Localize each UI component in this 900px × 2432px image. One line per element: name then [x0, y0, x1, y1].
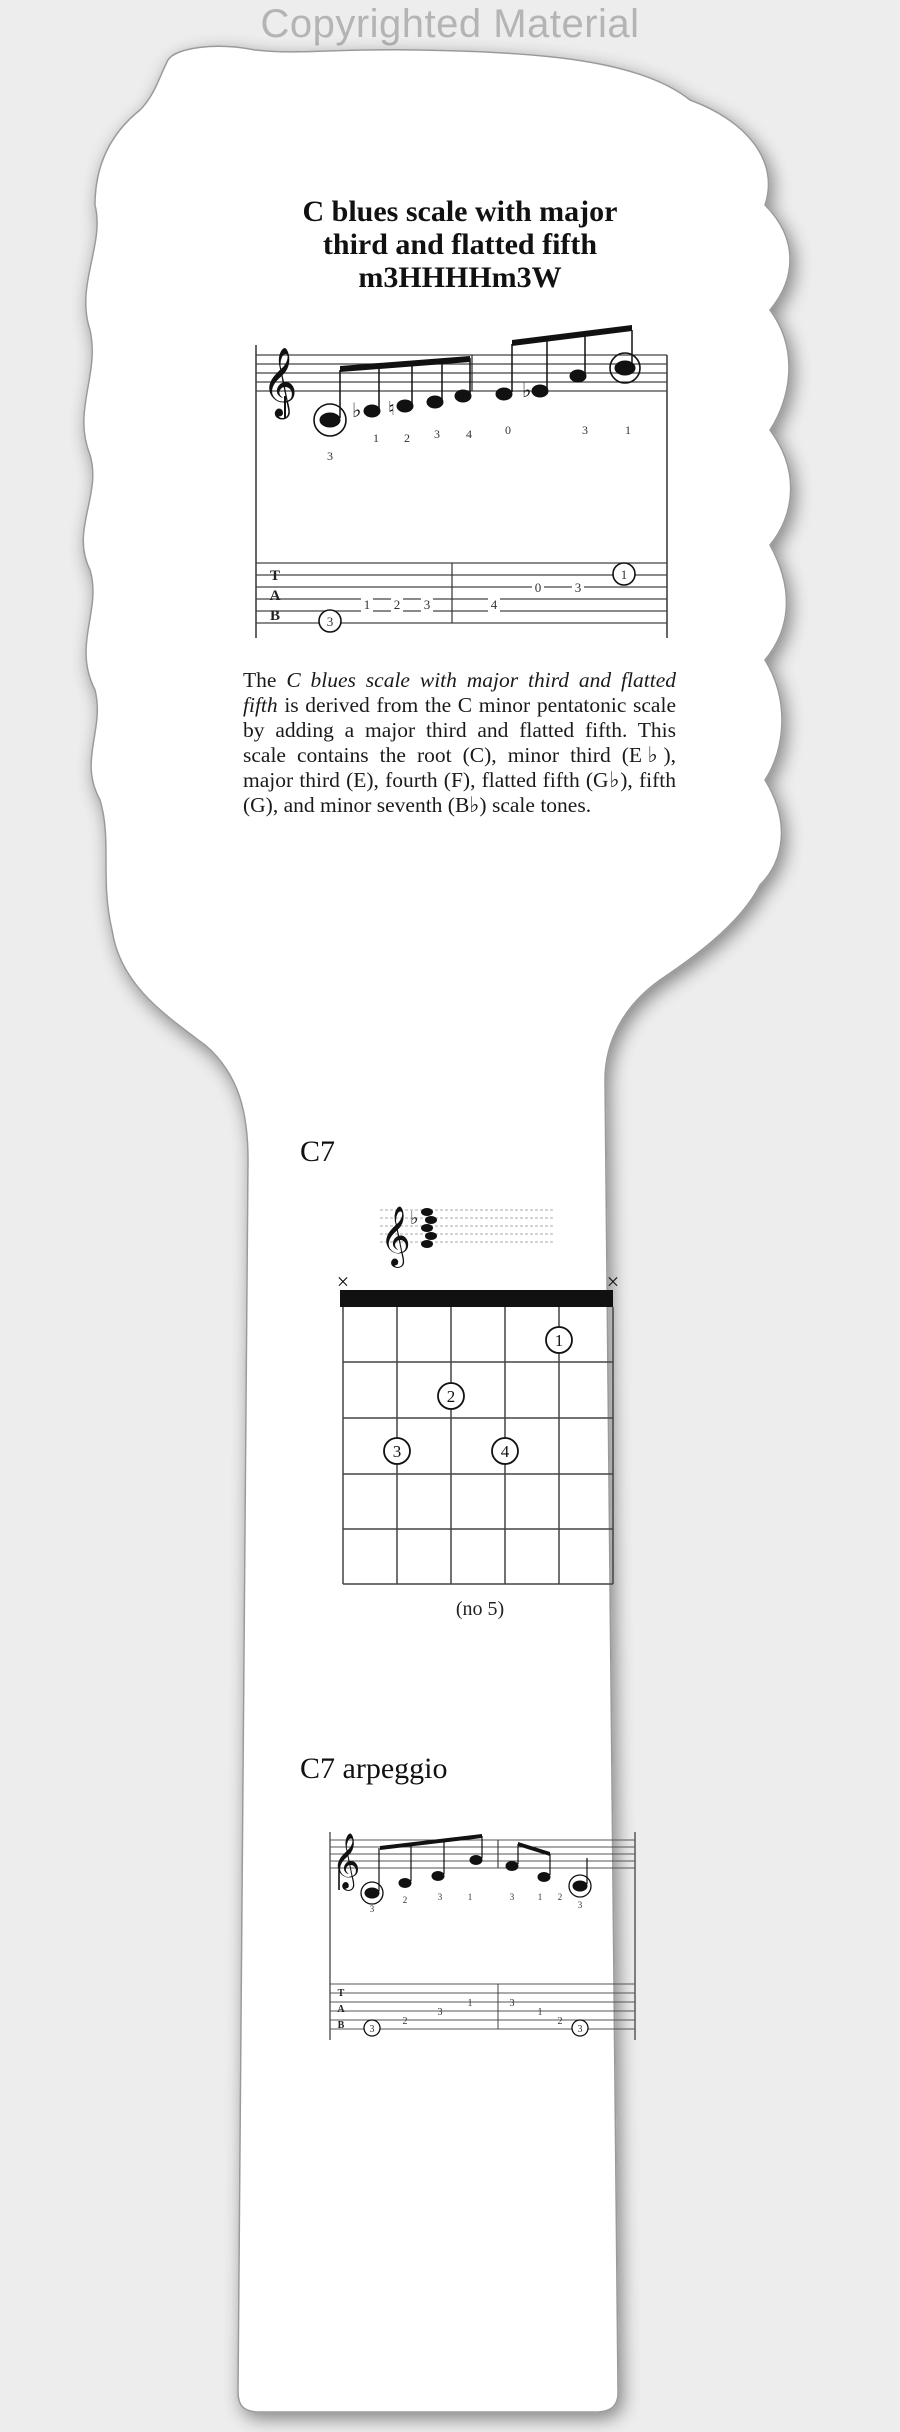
arpeggio-note: [399, 1879, 411, 1888]
scale-fingering: 3: [434, 427, 440, 441]
scale-fingering: 0: [505, 423, 511, 437]
tab-fret: 0: [534, 580, 542, 595]
arpeggio-fingering: 3: [437, 1892, 443, 1902]
tab-fret: 1: [620, 567, 628, 582]
scale-fingering: 4: [466, 427, 472, 441]
tab-fret: 1: [537, 2007, 543, 2018]
scale-note: [532, 385, 548, 397]
finger-number: 4: [500, 1442, 510, 1461]
tab-label: T: [337, 1988, 345, 1999]
arpeggio-note: [538, 1873, 550, 1882]
scale-description: [243, 668, 676, 818]
tab-fret: 3: [509, 1998, 515, 2009]
scale-title: [230, 195, 690, 294]
arpeggio-note: [506, 1862, 518, 1871]
tab-fret: 3: [326, 614, 334, 629]
scale-fingering: 2: [404, 431, 410, 445]
tab-label: B: [269, 608, 281, 624]
arpeggio-fingering: 2: [557, 1892, 563, 1902]
arpeggio-note: [432, 1872, 444, 1881]
chord-treble-clef: 𝄞: [380, 1208, 411, 1265]
arpeggio-fingering: 2: [402, 1895, 408, 1905]
arpeggio-fingering: 3: [577, 1900, 583, 1910]
scale-formula: m3HHHHm3W: [358, 261, 562, 294]
arpeggio-fingering: 1: [467, 1892, 473, 1902]
scale-fingering: 1: [625, 423, 631, 437]
scale-fingering: 3: [582, 423, 588, 437]
svg-text:♭: ♭: [522, 380, 532, 402]
scale-note: [320, 413, 340, 427]
finger-number: 1: [554, 1331, 564, 1350]
scale-note: [427, 396, 443, 408]
mute-mark: ×: [336, 1269, 350, 1294]
mute-mark: ×: [606, 1269, 620, 1294]
description-lead: The: [243, 668, 287, 692]
svg-text:♭: ♭: [352, 400, 362, 422]
tab-fret: 2: [402, 2016, 408, 2027]
svg-text:♭: ♭: [410, 1208, 419, 1228]
scale-title-line: C blues scale with major: [302, 195, 618, 228]
tab-fret: 4: [490, 597, 498, 612]
description-italic: C blues scale with major third and flatted fifth: [243, 668, 676, 717]
tab-label: A: [269, 588, 281, 604]
arpeggio-note: [573, 1881, 587, 1891]
scale-note: [397, 400, 413, 412]
tab-fret: 3: [437, 2007, 443, 2018]
arpeggio-treble-clef: 𝄞: [332, 1835, 361, 1888]
finger-number: 3: [392, 1442, 402, 1461]
scale-title-line: third and flatted fifth: [322, 228, 598, 261]
arpeggio-note: [365, 1888, 379, 1898]
tab-fret: 2: [557, 2016, 563, 2027]
svg-text:♮: ♮: [388, 399, 395, 420]
arpeggio-fingering: 1: [537, 1892, 543, 1902]
tab-label: B: [337, 2020, 345, 2031]
tab-fret: 3: [369, 2024, 375, 2035]
chord-footnote: (no 5): [455, 1598, 505, 1620]
tab-fret: 3: [574, 580, 582, 595]
scale-fingering: 3: [327, 449, 333, 463]
tab-label: T: [269, 568, 281, 584]
tab-fret: 3: [423, 597, 431, 612]
tab-fret: 3: [577, 2024, 583, 2035]
arpeggio-fingering: 3: [509, 1892, 515, 1902]
scale-note: [455, 390, 471, 402]
arpeggio-fingering: 3: [369, 1904, 375, 1914]
scale-fingering: 1: [373, 431, 379, 445]
description-body: is derived from the C minor pentatonic scale by adding a major third and flatted fifth. This scale contains the root (C), minor third (E♭), major third (E), fourth (F), flatted fifth (G♭), fifth (G), and minor seventh (B♭) scale tones.: [243, 693, 676, 817]
chord-name: C7: [300, 1135, 336, 1168]
scale-note: [364, 405, 380, 417]
tab-fret: 1: [363, 597, 371, 612]
scale-note: [570, 370, 586, 382]
arpeggio-note: [470, 1856, 482, 1865]
tab-label: A: [337, 2004, 345, 2015]
arpeggio-title: C7 arpeggio: [300, 1752, 448, 1785]
scale-note: [496, 388, 512, 400]
scale-treble-clef: 𝄞: [262, 349, 298, 415]
copyright-watermark: Copyrighted Material: [260, 2, 640, 46]
tab-fret: 2: [393, 597, 401, 612]
finger-number: 2: [446, 1387, 456, 1406]
tab-fret: 1: [467, 1998, 473, 2009]
chord-nut: [340, 1290, 613, 1307]
